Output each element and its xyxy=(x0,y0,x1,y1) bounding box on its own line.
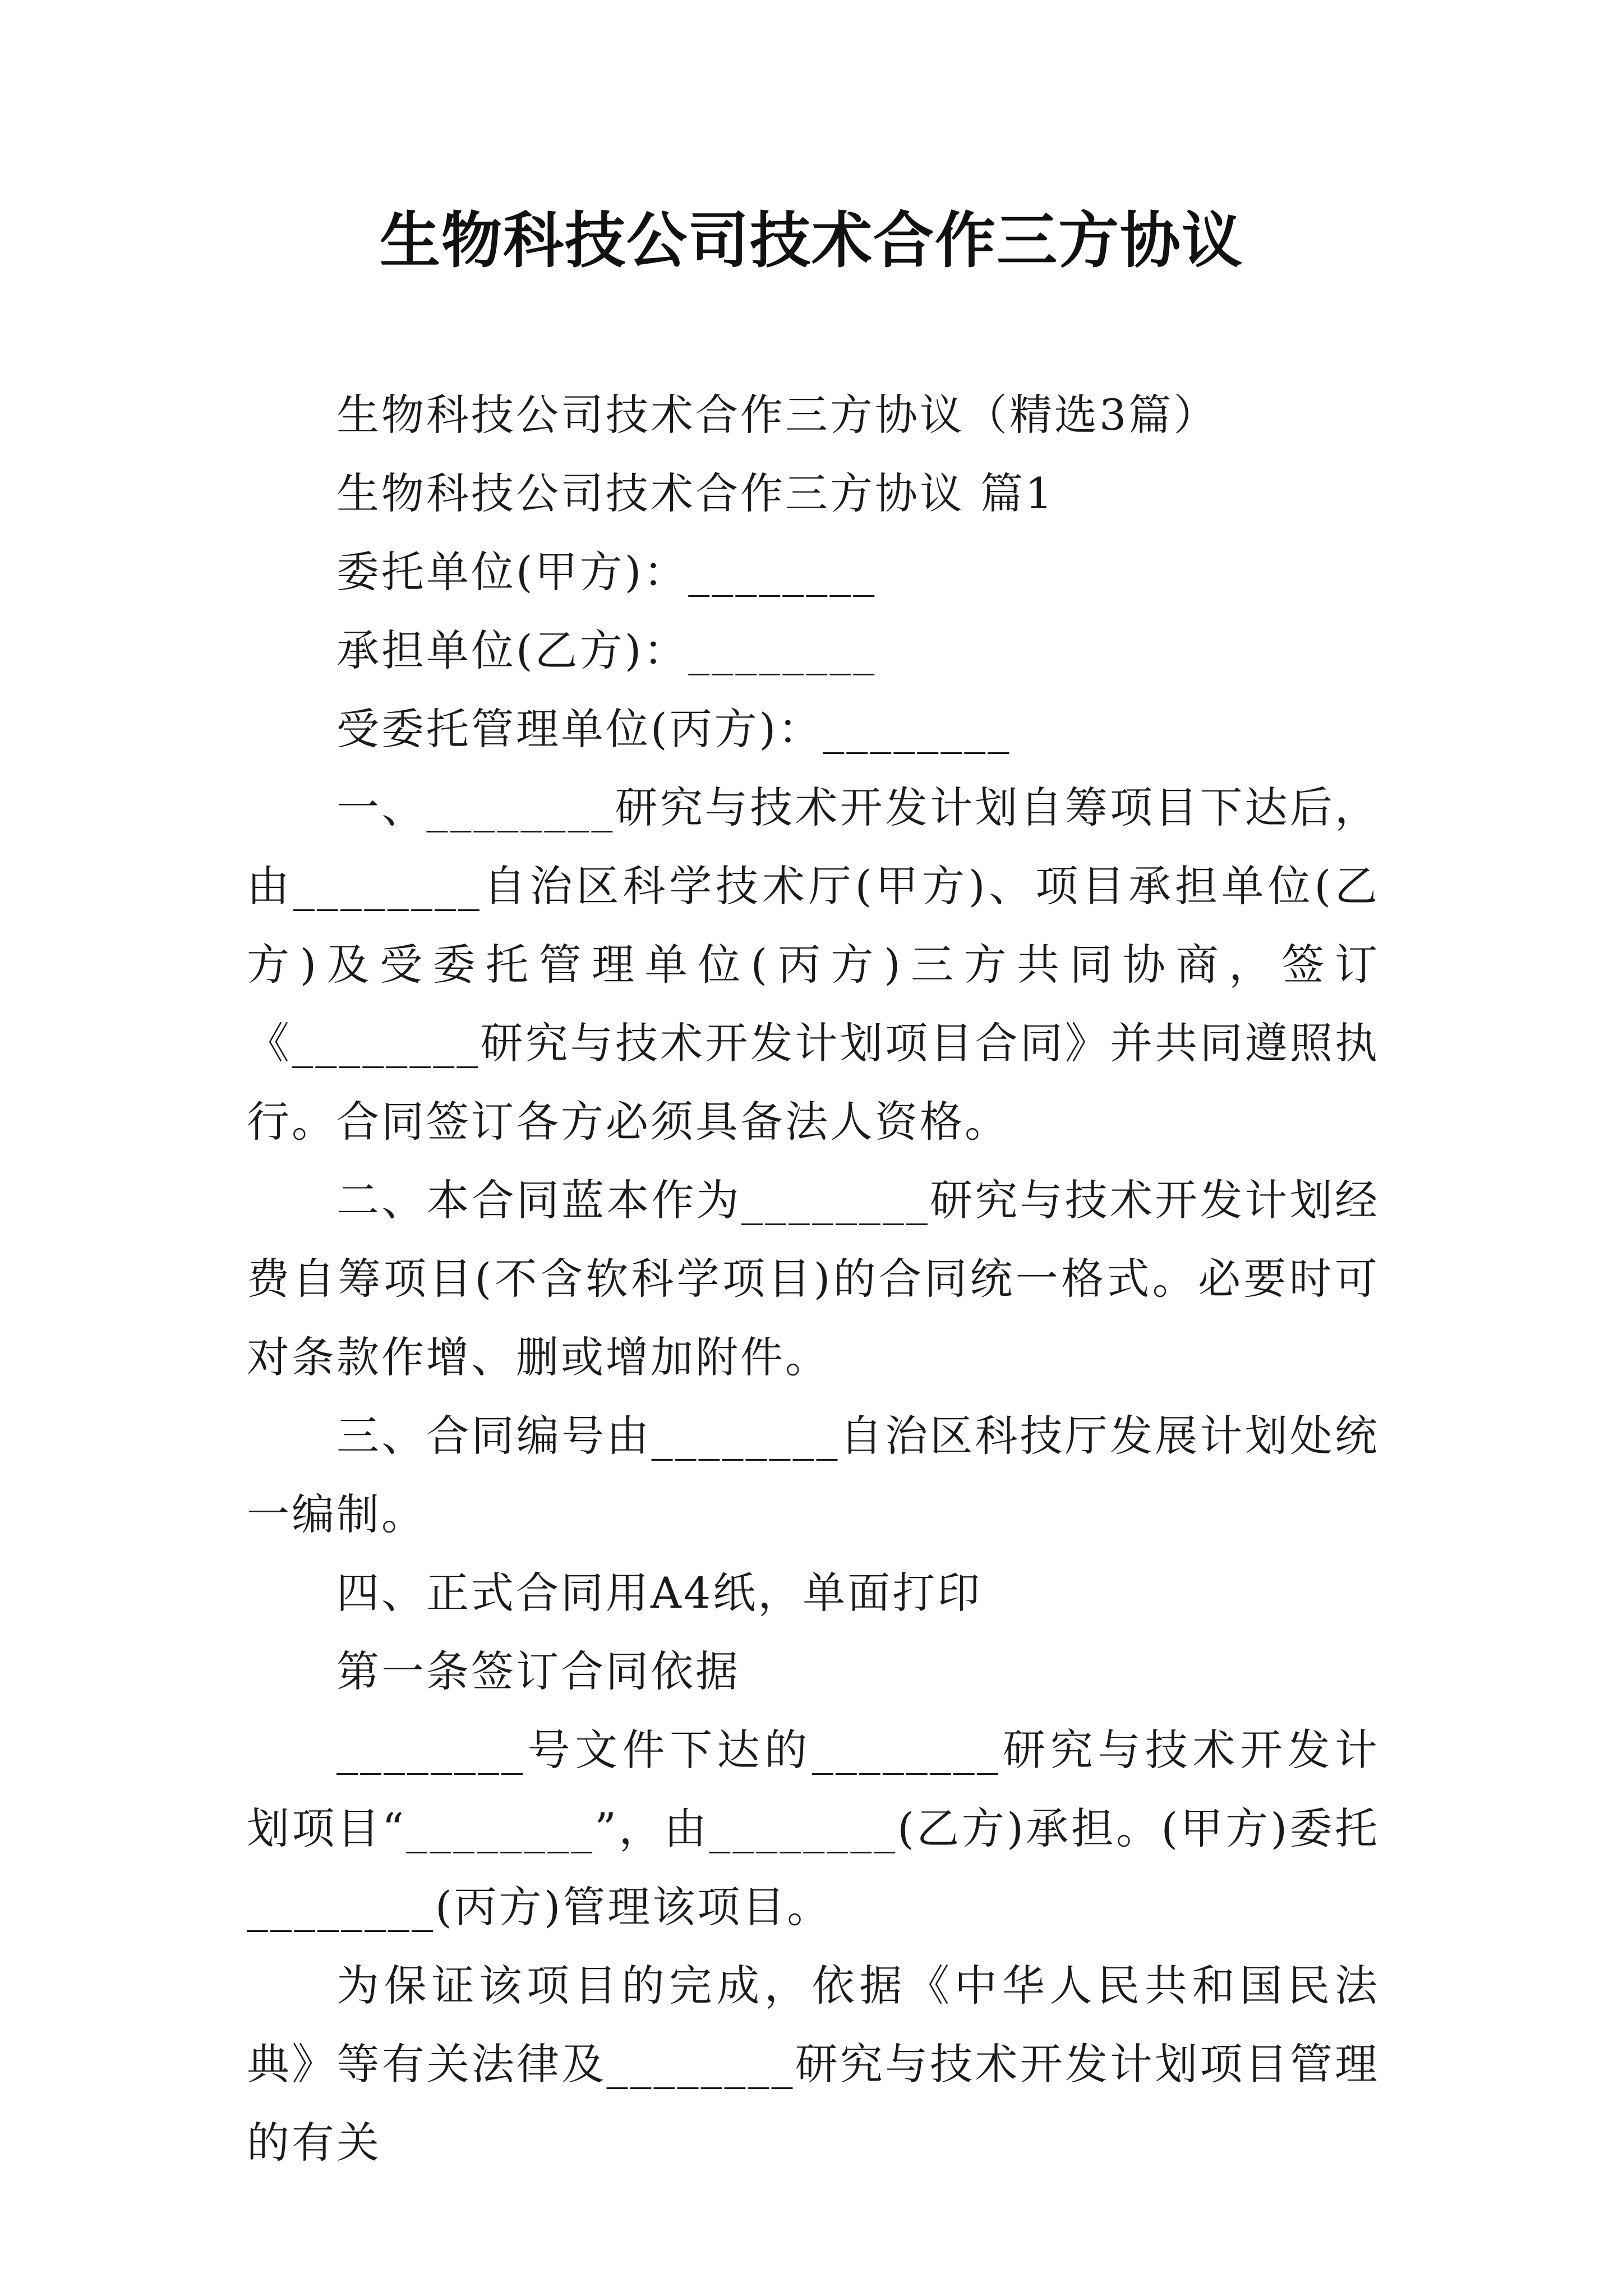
paragraph-party-a: 委托单位(甲方)：________ xyxy=(336,547,877,597)
paragraph-article-1-body: ________号文件下达的________研究与技术开发计划项目“________”，由________(乙方)承担。(甲方)委托________(丙方)管理该项目。 xyxy=(247,1725,1380,1932)
paragraph-basis: 为保证该项目的完成，依据《中华人民共和国民法典》等有关法律及________研究与技术开发计划项目管理的有关 xyxy=(247,1961,1380,2168)
paragraph-article-1-heading: 第一条签订合同依据 xyxy=(336,1646,740,1696)
paragraph-clause-4: 四、正式合同用A4纸，单面打印 xyxy=(336,1568,983,1618)
paragraph-collection-heading: 生物科技公司技术合作三方协议（精选3篇） xyxy=(336,390,1219,440)
paragraph-party-c: 受委托管理单位(丙方)：________ xyxy=(336,704,1012,754)
paragraph-section-heading: 生物科技公司技术合作三方协议 篇1 xyxy=(336,468,1055,518)
document-body xyxy=(247,376,1380,2182)
paragraph-clause-1: 一、________研究与技术开发计划自筹项目下达后，由________自治区科学技术厅(甲方)、项目承担单位(乙方)及受委托管理单位(丙方)三方共同协商，签订《________研究与技术开发计划项目合同》并共同遵照执行。合同签订各方必须具备法人资格。 xyxy=(247,783,1380,1147)
paragraph-party-b: 承担单位(乙方)：________ xyxy=(336,625,877,675)
paragraph-clause-2: 二、本合同蓝本作为________研究与技术开发计划经费自筹项目(不含软科学项目)的合同统一格式。必要时可对条款作增、删或增加附件。 xyxy=(247,1175,1380,1382)
document-title: 生物科技公司技术合作三方协议 xyxy=(379,206,1243,276)
paragraph-clause-3: 三、合同编号由________自治区科技厅发展计划处统一编制。 xyxy=(247,1411,1380,1539)
